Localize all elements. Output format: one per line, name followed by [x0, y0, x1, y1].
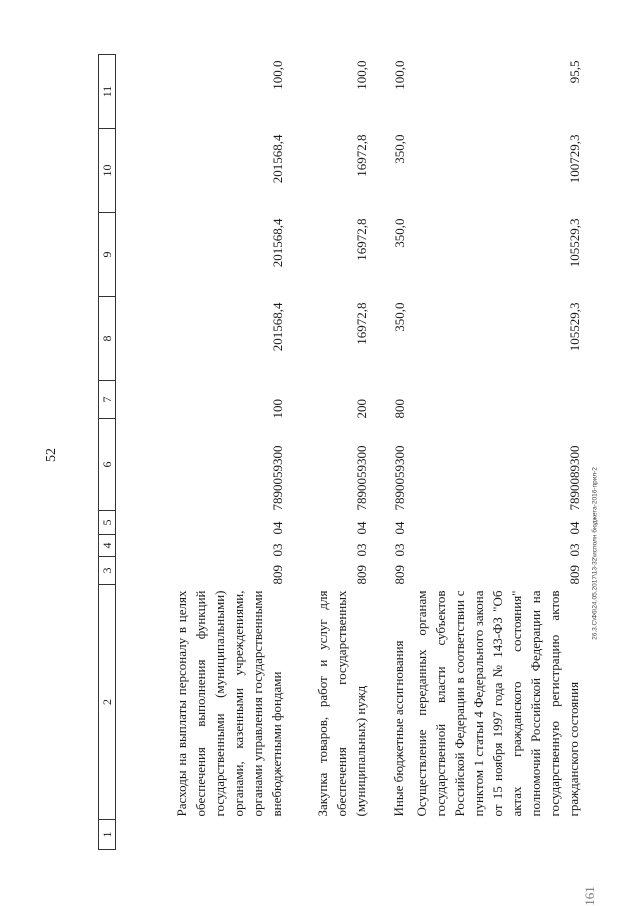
- expense-type-cell: 800: [392, 399, 408, 419]
- column-header: 7: [99, 381, 116, 419]
- amount-col8-cell: 105529,3: [567, 302, 583, 352]
- subsection-code-cell: 04: [392, 521, 408, 535]
- amount-col9-cell: 16972,8: [354, 218, 370, 261]
- page-number: 52: [44, 448, 59, 462]
- expense-type-cell: [410, 381, 585, 419]
- amount-col10-cell: 100729,3: [567, 134, 583, 184]
- agency-code-cell: 809: [392, 565, 408, 585]
- amount-col9-cell: 350,0: [392, 218, 408, 248]
- subsection-code-cell: 04: [567, 521, 583, 535]
- rotated-table-page: [98, 55, 583, 850]
- agency-code-cell: 809: [567, 565, 583, 585]
- table-row: [116, 55, 289, 850]
- corner-page-number: 161: [581, 886, 597, 906]
- target-code-cell: 7890059300: [392, 445, 408, 511]
- column-header: 9: [99, 213, 116, 297]
- table-row: [410, 55, 585, 850]
- amount-col10-cell: 350,0: [392, 134, 408, 164]
- row-index-cell: [410, 820, 585, 850]
- section-code-cell: 03: [567, 543, 583, 557]
- column-header: 1: [99, 820, 116, 850]
- table-row: [288, 55, 372, 850]
- subsection-code-cell: 04: [270, 521, 286, 535]
- percent-cell: 100,0: [270, 60, 286, 90]
- target-code-cell: 7890059300: [270, 445, 286, 511]
- table-header-row: [99, 55, 116, 850]
- expense-name-cell: Иные бюджетные ассигнования: [391, 640, 406, 817]
- target-code-cell: 7890059300: [354, 445, 370, 511]
- amount-col8-cell: 16972,8: [354, 302, 370, 345]
- column-header: 8: [99, 297, 116, 381]
- column-header: 4: [99, 535, 116, 557]
- expense-name-cell: Расходы на выплаты персоналу в целях обеспечения выполнения функций государственными (муниципальными) органами, казенными учреждениями, органами управления государственными внебюджетными фондами: [174, 590, 284, 817]
- document-path-note: 26.3.С\Ф6\24.05.2017\13-32\исполн бюджета-2016-прил-2: [591, 467, 599, 640]
- amount-col9-cell: 105529,3: [567, 218, 583, 268]
- agency-code-cell: 809: [354, 565, 370, 585]
- amount-col8-cell: 350,0: [392, 302, 408, 332]
- column-header: 3: [99, 557, 116, 585]
- subsection-code-cell: 04: [354, 521, 370, 535]
- percent-cell: 100,0: [354, 60, 370, 90]
- column-header: 5: [99, 511, 116, 535]
- section-code-cell: 03: [270, 543, 286, 557]
- column-header: 2: [99, 585, 116, 820]
- percent-cell: 100,0: [392, 60, 408, 90]
- section-code-cell: 03: [392, 543, 408, 557]
- agency-code-cell: 809: [270, 565, 286, 585]
- amount-col8-cell: 201568,4: [270, 302, 286, 352]
- expense-type-cell: 200: [354, 399, 370, 419]
- row-index-cell: [116, 820, 289, 850]
- section-code-cell: 03: [354, 543, 370, 557]
- target-code-cell: 7890089300: [567, 445, 583, 511]
- expense-type-cell: 100: [270, 399, 286, 419]
- amount-col9-cell: 201568,4: [270, 218, 286, 268]
- row-index-cell: [372, 820, 410, 850]
- column-header: 6: [99, 419, 116, 511]
- column-header: 11: [99, 55, 116, 129]
- table-row: [372, 55, 410, 850]
- amount-col10-cell: 16972,8: [354, 134, 370, 177]
- expense-name-cell: Осуществление переданных органам государственной власти субъектов Российской Федерации в соответствии с пунктом 1 статьи 4 Федерального закона от 15 ноября 1997 года № 143-ФЗ "Об актах гражданского состояния" полномочий Российской Федерации на государственную регистрацию актов гражданского состояния: [414, 590, 581, 817]
- amount-col10-cell: 201568,4: [270, 134, 286, 184]
- row-index-cell: [288, 820, 372, 850]
- percent-cell: 95,5: [567, 60, 583, 84]
- column-header: 10: [99, 129, 116, 213]
- expense-name-cell: Закупка товаров, работ и услуг для обеспечения государственных (муниципальных) нужд: [315, 590, 368, 817]
- budget-table: [98, 54, 585, 850]
